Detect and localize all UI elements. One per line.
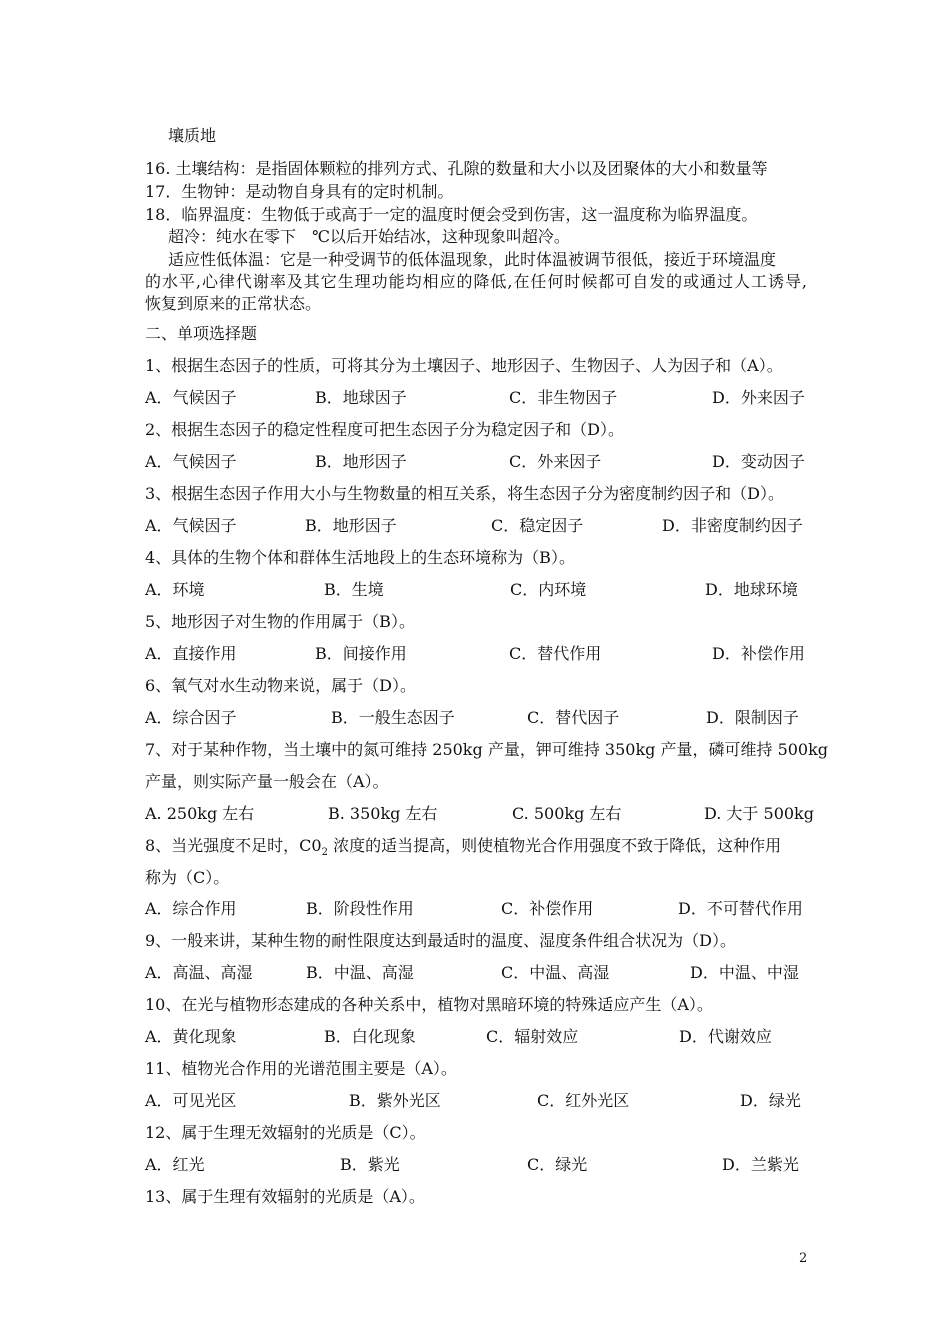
option-b: B．地形因子	[315, 452, 407, 471]
option-d: D．变动因子	[712, 452, 805, 471]
option-d: D．代谢效应	[679, 1027, 772, 1046]
option-d: D．不可替代作用	[678, 899, 803, 918]
option-c: C．内环境	[510, 580, 587, 599]
definition-adaptive-hypothermia-line3: 恢复到原来的正常状态。	[145, 294, 322, 313]
options-row	[145, 580, 807, 600]
option-c: C．绿光	[527, 1155, 588, 1174]
option-b: B．地形因子	[305, 516, 397, 535]
question-stem: 9、一般来讲，某种生物的耐性限度达到最适时的温度、湿度条件组合状况为（D）。	[145, 931, 737, 950]
options-row	[145, 1091, 807, 1111]
option-c: C．补偿作用	[501, 899, 594, 918]
options-row	[145, 963, 807, 983]
question-stem: 10、在光与植物形态建成的各种关系中，植物对黑暗环境的特殊适应产生（A）。	[145, 995, 713, 1014]
question-stem: 1、根据生态因子的性质，可将其分为土壤因子、地形因子、生物因子、人为因子和（A）。	[145, 356, 783, 375]
option-b: B．中温、高湿	[306, 963, 414, 982]
option-d: D．绿光	[740, 1091, 801, 1110]
option-a: A．气候因子	[145, 516, 237, 535]
option-b: B．紫外光区	[349, 1091, 441, 1110]
question-stem: 2、根据生态因子的稳定性程度可把生态因子分为稳定因子和（D）。	[145, 420, 625, 439]
option-d: D．外来因子	[712, 388, 805, 407]
question-stem: 13、属于生理有效辐射的光质是（A）。	[145, 1187, 425, 1206]
definition-adaptive-hypothermia-line2: 的水平,心律代谢率及其它生理功能均相应的降低,在任何时候都可自发的或通过人工诱导,	[145, 272, 807, 291]
options-row	[145, 1027, 807, 1047]
page-number: 2	[799, 1251, 808, 1266]
option-d: D．限制因子	[706, 708, 799, 727]
option-c: C．红外光区	[537, 1091, 630, 1110]
option-c: C. 500kg 左右	[512, 804, 622, 823]
definition-16: 16. 土壤结构：是指固体颗粒的排列方式、孔隙的数量和大小以及团聚体的大小和数量等	[145, 159, 768, 178]
options-row	[145, 1155, 807, 1175]
option-d: D．兰紫光	[722, 1155, 799, 1174]
option-c: C．外来因子	[509, 452, 602, 471]
question-stem: 12、属于生理无效辐射的光质是（C）。	[145, 1123, 426, 1142]
option-c: C．稳定因子	[491, 516, 584, 535]
question-stem-text: 8、当光强度不足时，C0	[145, 836, 322, 855]
question-stem-line1	[145, 836, 781, 856]
option-c: C．中温、高湿	[501, 963, 610, 982]
option-d: D．地球环境	[705, 580, 798, 599]
question-stem-line2: 称为（C）。	[145, 868, 230, 887]
option-a: A．综合作用	[145, 899, 237, 918]
option-c: C．替代因子	[527, 708, 620, 727]
definition-17: 17．生物钟：是动物自身具有的定时机制。	[145, 182, 454, 201]
option-a: A．高温、高湿	[145, 963, 253, 982]
options-row	[145, 899, 807, 919]
option-d: D．非密度制约因子	[662, 516, 803, 535]
option-b: B．生境	[324, 580, 384, 599]
option-c: C．辐射效应	[486, 1027, 579, 1046]
option-d: D．补偿作用	[712, 644, 805, 663]
definition-soil-texture-tail: 壤质地	[168, 126, 217, 145]
question-stem: 4、具体的生物个体和群体生活地段上的生态环境称为（B）。	[145, 548, 575, 567]
option-a: A．直接作用	[145, 644, 237, 663]
option-b: B．紫光	[340, 1155, 400, 1174]
question-stem: 11、植物光合作用的光谱范围主要是（A）。	[145, 1059, 457, 1078]
option-a: A．黄化现象	[145, 1027, 237, 1046]
option-b: B．阶段性作用	[306, 899, 414, 918]
question-stem: 5、地形因子对生物的作用属于（B）。	[145, 612, 415, 631]
options-row	[145, 516, 807, 536]
definition-supercooling: 超冷：纯水在零下 ℃以后开始结冰，这种现象叫超冷。	[168, 227, 570, 246]
option-d: D．中温、中湿	[690, 963, 799, 982]
options-row	[145, 644, 807, 664]
options-row	[145, 388, 807, 408]
question-stem: 6、氧气对水生动物来说，属于（D）。	[145, 676, 417, 695]
option-a: A．红光	[145, 1155, 205, 1174]
option-a: A．气候因子	[145, 452, 237, 471]
definition-18: 18．临界温度：生物低于或高于一定的温度时便会受到伤害，这一温度称为临界温度。	[145, 205, 758, 224]
question-stem-line1: 7、对于某种作物，当土壤中的氮可维持 250kg 产量，钾可维持 350kg 产量，磷可维持 500kg	[145, 740, 829, 759]
option-b: B．白化现象	[324, 1027, 416, 1046]
option-b: B. 350kg 左右	[328, 804, 438, 823]
option-a: A．综合因子	[145, 708, 237, 727]
option-d: D. 大于 500kg	[704, 804, 814, 823]
options-row	[145, 452, 807, 472]
section-title: 二、单项选择题	[145, 324, 258, 343]
question-stem: 3、根据生态因子作用大小与生物数量的相互关系，将生态因子分为密度制约因子和（D）。	[145, 484, 785, 503]
subscript-2: 2	[321, 847, 328, 858]
option-a: A．气候因子	[145, 388, 237, 407]
options-row	[145, 708, 807, 728]
options-row	[145, 804, 814, 824]
option-a: A．可见光区	[145, 1091, 237, 1110]
definition-adaptive-hypothermia-line1: 适应性低体温：它是一种受调节的低体温现象，此时体温被调节很低，接近于环境温度	[168, 250, 777, 269]
question-stem-text: 浓度的适当提高，则使植物光合作用强度不致于降低，这种作用	[327, 836, 782, 855]
option-a: A. 250kg 左右	[145, 804, 255, 823]
option-b: B．间接作用	[315, 644, 407, 663]
option-c: C．替代作用	[509, 644, 602, 663]
option-b: B．地球因子	[315, 388, 407, 407]
option-a: A．环境	[145, 580, 205, 599]
option-c: C．非生物因子	[509, 388, 618, 407]
option-b: B．一般生态因子	[331, 708, 455, 727]
question-stem-line2: 产量，则实际产量一般会在（A）。	[145, 772, 389, 791]
